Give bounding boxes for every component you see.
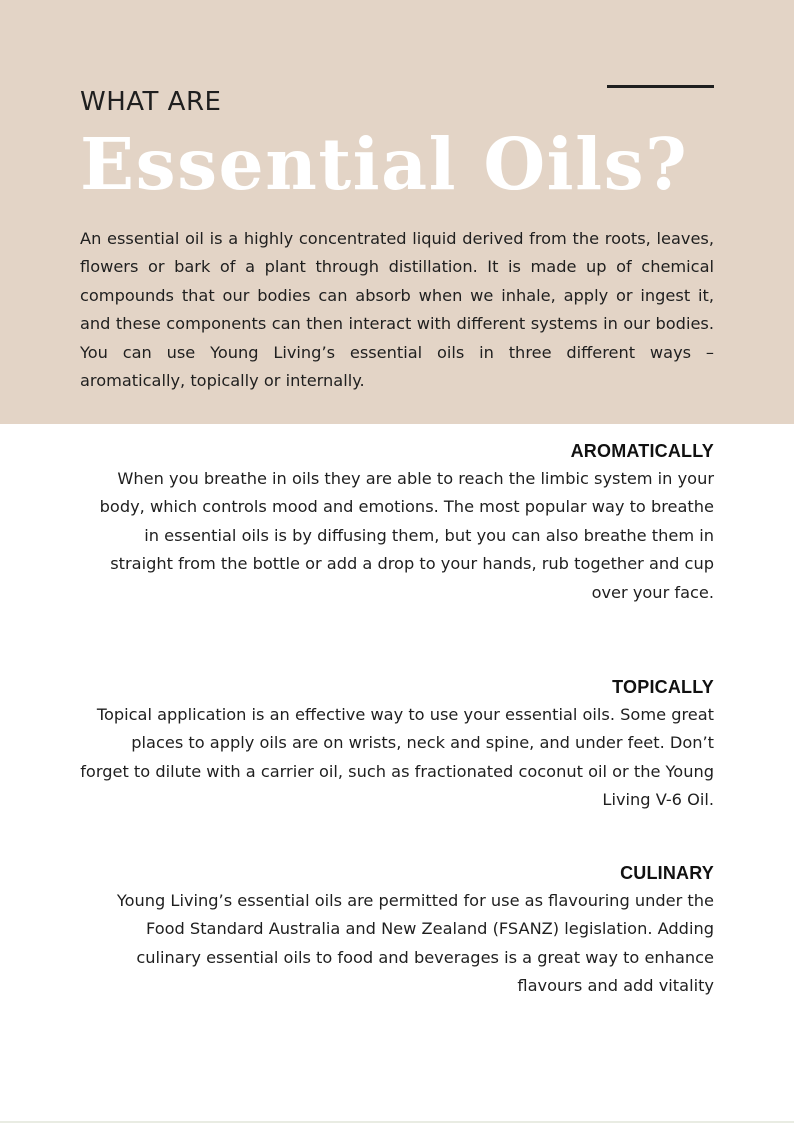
section-heading-topically: TOPICALLY	[612, 677, 714, 697]
section-heading-aromatically: AROMATICALLY	[570, 441, 714, 461]
section-body-aromatically: When you breathe in oils they are able to reach the limbic system in your body, which controls mood and emotions. The most popular way to breathe in essential oils is by diffusing them, but you can also breathe them in straight from the bottle or add a drop to your hands, rub together and cup over your face.	[99, 469, 714, 602]
decorative-rule	[607, 85, 714, 88]
section-topically	[80, 673, 714, 815]
page-title: Essential Oils?	[80, 122, 689, 206]
intro-paragraph: An essential oil is a highly concentrated liquid derived from the roots, leaves, flowers or bark of a plant through distillation. It is made up of chemical compounds that our bodies can absorb when we inhale, apply or ingest it, and these components can then interact with different systems in our bodies. You can use Young Living’s essential oils in three different ways – aromatically, topically or internally.	[80, 229, 714, 391]
section-body-topically: Topical application is an effective way to use your essential oils. Some great places to apply oils are on wrists, neck and spine, and under feet. Don’t forget to dilute with a carrier oil, such as fractionated coconut oil or the Young Living V-6 Oil.	[80, 705, 714, 810]
section-body-culinary: Young Living’s essential oils are permitted for use as flavouring under the Food Standard Australia and New Zealand (FSANZ) legislation. Adding culinary essential oils to food and beverages is a great way to enhance flavours and add vitality	[116, 891, 714, 996]
page-kicker: WHAT ARE	[80, 87, 222, 117]
section-culinary	[80, 859, 714, 1001]
section-aromatically	[80, 437, 714, 607]
section-heading-culinary: CULINARY	[620, 863, 714, 883]
